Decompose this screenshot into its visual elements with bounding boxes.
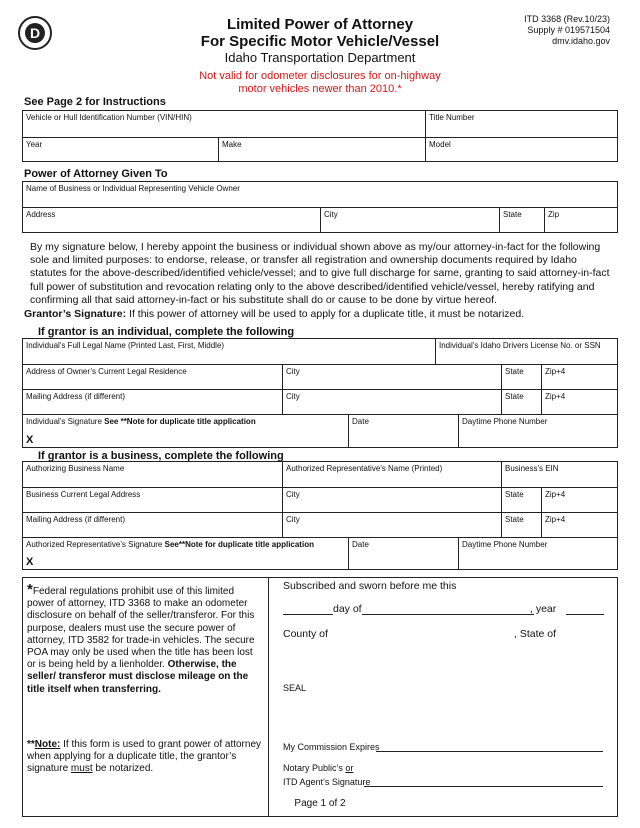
business-date-field[interactable]: Date <box>349 538 459 569</box>
business-address-field[interactable]: Business Current Legal Address <box>23 488 283 513</box>
title-number-field[interactable]: Title Number <box>426 111 617 138</box>
business-state-field[interactable]: State <box>502 488 542 513</box>
seal-letter: D <box>25 23 45 43</box>
individual-mailing-zip-field[interactable]: Zip+4 <box>542 390 617 415</box>
business-phone-field[interactable]: Daytime Phone Number <box>462 540 548 549</box>
business-mailing-state-field[interactable]: State <box>502 513 542 538</box>
instructions-label: See Page 2 for Instructions <box>24 96 166 108</box>
page-number: Page 1 of 2 <box>294 798 346 809</box>
vin-field[interactable]: Vehicle or Hull Identification Number (VIN/HIN) <box>23 111 426 138</box>
business-mailing-field[interactable]: Mailing Address (if different) <box>23 513 283 538</box>
form-subtitle: For Specific Motor Vehicle/Vessel <box>200 33 440 50</box>
business-name-field[interactable]: Authorizing Business Name <box>23 462 283 488</box>
individual-mailing-state-field[interactable]: State <box>502 390 542 415</box>
signature-line[interactable] <box>364 786 603 787</box>
signature-x-mark: X <box>26 556 34 568</box>
commission-label: My Commission Expires <box>283 742 380 752</box>
individual-mailing-city-field[interactable]: City <box>283 390 502 415</box>
business-heading: If grantor is a business, complete the following <box>38 450 284 462</box>
notary-divider <box>268 577 269 817</box>
year-field[interactable]: Year <box>23 138 219 161</box>
individual-phone-field[interactable]: Daytime Phone Number <box>462 417 548 426</box>
supply-number: Supply # 019571504 <box>527 25 610 35</box>
odometer-warning: Not valid for odometer disclosures for on-highway motor vehicles newer than 2010.* <box>199 70 441 95</box>
individual-city-field[interactable]: City <box>283 365 502 390</box>
individual-name-field[interactable]: Individual's Full Legal Name (Printed Last, First, Middle) <box>23 339 436 365</box>
county-label: County of <box>283 628 328 640</box>
business-ein-field[interactable]: Business's EIN <box>502 462 617 488</box>
individual-address-field[interactable]: Address of Owner’s Current Legal Residence <box>23 365 283 390</box>
business-mailing-zip-field[interactable]: Zip+4 <box>542 513 617 538</box>
representative-address-field[interactable]: Address <box>23 208 321 232</box>
year-line[interactable] <box>566 614 604 615</box>
representative-city-field[interactable]: City <box>321 208 500 232</box>
individual-mailing-field[interactable]: Mailing Address (if different) <box>23 390 283 415</box>
federal-regulation-note: *Federal regulations prohibit use of this limited power of attorney, ITD 3368 to make an odometer disclosure on behalf of the seller/transferor. For this purpose, dealers must use the secure power of attorney, ITD 3582 for trade-in vehicles. The secure POA may only be used when the title has been lost or is being held by a lienholder. Otherwise, the seller/ transferor must disclose mileage on the title itself when transferring. <box>27 581 255 695</box>
commission-line[interactable] <box>376 751 603 752</box>
month-line[interactable] <box>362 614 534 615</box>
year-label: , year <box>530 603 557 615</box>
vehicle-grid <box>22 110 618 162</box>
form-title: Limited Power of Attorney <box>226 16 414 33</box>
individual-signature-field[interactable]: Individual’s Signature See **Note for duplicate title application X <box>23 415 349 447</box>
model-field[interactable]: Model <box>429 140 451 149</box>
day-of-label: day of <box>333 603 362 615</box>
business-mailing-city-field[interactable]: City <box>283 513 502 538</box>
business-grid <box>22 461 618 570</box>
authorization-paragraph: By my signature below, I hereby appoint the business or individual shown above as my/our attorney-in-fact for the following sole and limited purposes: to endorse, release, or transfer all registration and ownership documents required by Idaho statutes for the above-described/identified vehicle/vessel; and to give full discharge for same, granting to said attorney-in-fact full power of substitution and revocation relating only to the above described/identified vehicle/vessel, hereby ratifying and confirming all that said attorney-in-fact or his substitute shall do or cause to be done by virtue hereof. <box>30 241 610 306</box>
business-signature-field[interactable]: Authorized Representative’s Signature See**Note for duplicate title application X <box>23 538 349 569</box>
grantor-signature-instruction: Grantor’s Signature: If this power of attorney will be used to apply for a duplicate title, it must be notarized. <box>24 308 525 320</box>
individual-license-field[interactable]: Individual’s Idaho Drivers License No. or SSN <box>436 339 617 365</box>
individual-grid <box>22 338 618 448</box>
individual-date-field[interactable]: Date <box>349 415 459 447</box>
website: dmv.idaho.gov <box>552 36 610 46</box>
representative-name-field[interactable]: Name of Business or Individual Representing Vehicle Owner <box>23 182 617 208</box>
poa-given-to-heading: Power of Attorney Given To <box>24 168 168 180</box>
representative-state-field[interactable]: State <box>500 208 545 232</box>
representative-zip-field[interactable]: Zip <box>548 210 560 219</box>
department-name: Idaho Transportation Department <box>224 50 416 65</box>
subscribed-text: Subscribed and sworn before me this <box>283 580 457 592</box>
individual-zip-field[interactable]: Zip+4 <box>542 365 617 390</box>
individual-heading: If grantor is an individual, complete the following <box>38 326 295 338</box>
form-number: ITD 3368 (Rev.10/23) <box>524 14 610 24</box>
signature-x-mark: X <box>26 434 34 446</box>
poa-given-to-grid <box>22 181 618 233</box>
notary-public-label: Notary Public’s or <box>283 763 354 773</box>
state-of-label: , State of <box>514 628 557 640</box>
individual-state-field[interactable]: State <box>502 365 542 390</box>
make-field[interactable]: Make <box>219 138 426 161</box>
duplicate-title-note: **Note: If this form is used to grant power of attorney when applying for a duplicate title, the grantor’s signature must be notarized. <box>27 739 262 775</box>
form-info <box>524 14 610 47</box>
business-city-field[interactable]: City <box>283 488 502 513</box>
itd-agent-label: ITD Agent’s Signature <box>283 777 371 787</box>
business-zip-field[interactable]: Zip+4 <box>542 488 617 513</box>
seal-label: SEAL <box>283 683 307 693</box>
business-rep-name-field[interactable]: Authorized Representative's Name (Printed) <box>283 462 502 488</box>
day-line[interactable] <box>283 614 333 615</box>
